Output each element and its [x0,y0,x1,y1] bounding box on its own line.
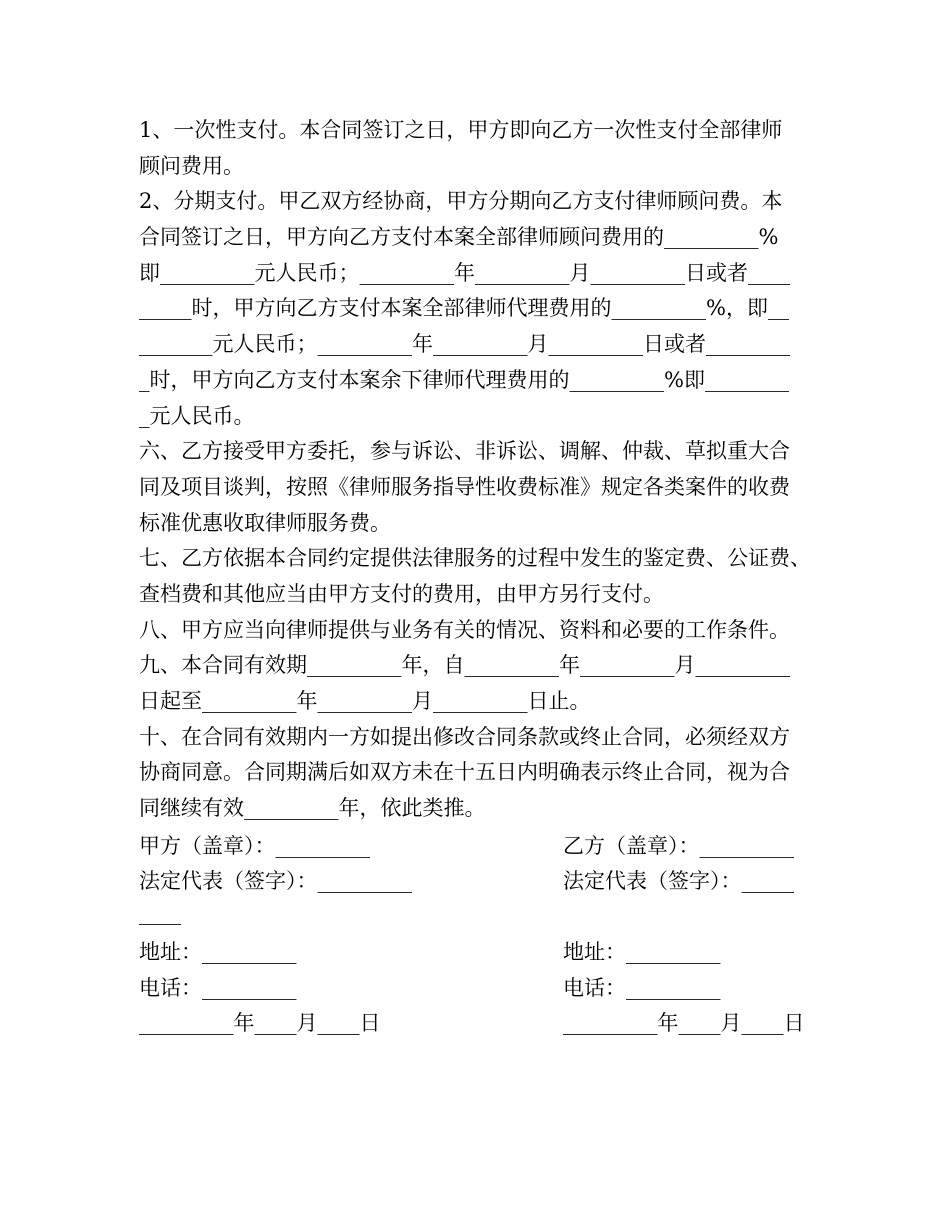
text-line: 协商同意。合同期满后如双方未在十五日内明确表示终止合同，视为合 [139,760,790,785]
contract-clauses [139,113,819,827]
party-b-representative-continuation: ____ [139,900,181,925]
party-a-representative-field: 法定代表（签字）：_________ [139,869,412,894]
text-line: 日起至_________年_________月_________日止。 [139,689,591,713]
text-line: 同及项目谈判，按照《律师服务指导性收费标准》规定各类案件的收费 [139,474,790,499]
party-b-phone-field: 电话：_________ [563,975,721,1000]
text-line: 七、乙方依据本合同约定提供法律服务的过程中发生的鉴定费、公证费、 [139,546,811,571]
party-b-representative-field: 法定代表（签字）：_____ [563,869,794,894]
party-a-address-field: 地址：_________ [139,940,297,965]
text-line: 六、乙方接受甲方委托，参与诉讼、非诉讼、调解、仲裁、草拟重大合 [139,439,790,464]
clause-installment-payment [139,184,819,434]
party-b-address-field: 地址：_________ [563,940,721,965]
text-line: 标准优惠收取律师服务费。 [139,510,391,535]
party-b-seal-field: 乙方（盖章）：_________ [563,834,794,858]
party-a-seal-field: 甲方（盖章）：_________ [139,834,370,858]
text-line: 查档费和其他应当由甲方支付的费用，由甲方另行支付。 [139,581,664,606]
party-a-date-field: _________年____月____日 [139,1010,381,1035]
text-line: 同继续有效_________年，依此类推。 [139,796,486,821]
text-line: 八、甲方应当向律师提供与业务有关的情况、资料和必要的工作条件。 [139,617,790,642]
text-line: 即_________元人民币；_________年_________月_________日或者____ [139,260,790,285]
text-line: _时，甲方向乙方支付本案余下律师代理费用的_________%即________ [139,367,789,392]
clause-seven [139,541,819,612]
representative-row [139,865,819,900]
text-line: 九、本合同有效期_________年，自_________年_________月_________ [139,653,790,678]
phone-row [139,972,819,1007]
clause-six [139,434,819,541]
seal-row [139,830,819,865]
address-row [139,936,819,971]
text-line: _______元人民币；_________年_________月_________日或者________ [139,332,790,357]
text-line: _元人民币。 [139,403,255,428]
text-line: 1、一次性支付。本合同签订之日，甲方即向乙方一次性支付全部律师 [139,118,783,142]
date-row [139,1007,819,1042]
signature-block [139,830,819,1042]
clause-ten [139,720,819,827]
clause-lump-sum-payment [139,113,819,184]
party-a-phone-field: 电话：_________ [139,975,297,1000]
text-line: 合同签订之日，甲方向乙方支付本案全部律师顾问费用的_________% [139,225,779,250]
party-b-date-field: _________年____月____日 [563,1010,805,1035]
text-line: 顾问费用。 [139,153,244,178]
representative-continuation-row [139,901,819,936]
text-line: _____时，甲方向乙方支付本案全部律师代理费用的_________%，即__ [139,296,789,321]
clause-nine [139,648,819,719]
text-line: 2、分期支付。甲乙双方经协商，甲方分期向乙方支付律师顾问费。本 [139,189,783,214]
text-line: 十、在合同有效期内一方如提出修改合同条款或终止合同，必须经双方 [139,724,790,749]
clause-eight [139,613,819,649]
